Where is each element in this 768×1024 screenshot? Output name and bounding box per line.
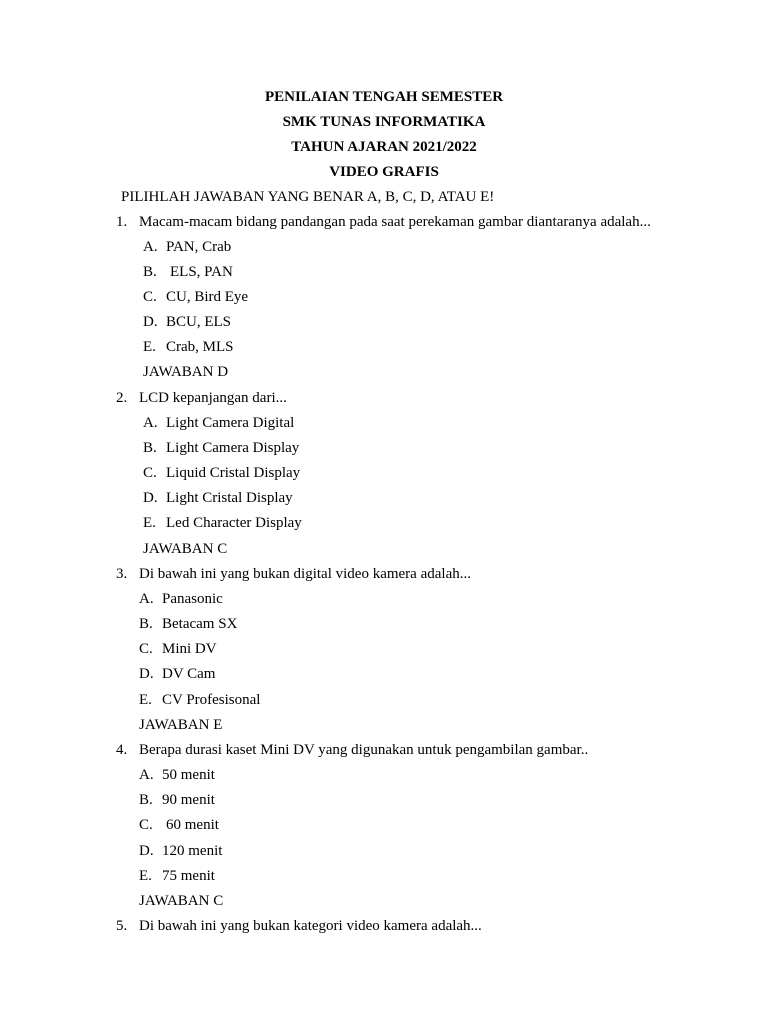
option-letter: B. (139, 616, 153, 632)
option-text: 60 menit (166, 817, 219, 833)
option-letter: E. (139, 692, 152, 708)
document-title-line-2: SMK TUNAS INFORMATIKA (282, 114, 486, 130)
option-text: CU, Bird Eye (166, 289, 249, 305)
option-letter: A. (139, 767, 154, 783)
document-title-line-4: VIDEO GRAFIS (329, 164, 439, 180)
question-number: 5. (116, 918, 128, 934)
option-text: Led Character Display (166, 515, 302, 531)
question-text: Di bawah ini yang bukan digital video kamera adalah... (139, 566, 471, 582)
option-letter: A. (139, 591, 154, 607)
answer-3: JAWABAN E (139, 717, 223, 733)
option-text: BCU, ELS (166, 314, 232, 330)
option-text: DV Cam (162, 666, 216, 682)
option-text: Crab, MLS (166, 339, 234, 355)
option-letter: E. (143, 339, 156, 355)
option-text: Panasonic (162, 591, 223, 607)
answer-1: JAWABAN D (143, 364, 229, 380)
option-text: ELS, PAN (170, 264, 233, 280)
option-letter: D. (139, 843, 154, 859)
question-text: Di bawah ini yang bukan kategori video kamera adalah... (139, 918, 482, 934)
document-title-line-1: PENILAIAN TENGAH SEMESTER (264, 89, 504, 105)
option-letter: B. (143, 264, 157, 280)
option-letter: C. (139, 641, 153, 657)
option-text: PAN, Crab (166, 239, 232, 255)
option-text: Light Camera Display (166, 440, 300, 456)
option-letter: B. (143, 440, 157, 456)
option-letter: A. (143, 239, 158, 255)
option-letter: D. (143, 490, 158, 506)
option-letter: D. (139, 666, 154, 682)
option-text: 120 menit (162, 843, 223, 859)
option-letter: C. (139, 817, 153, 833)
option-letter: E. (143, 515, 156, 531)
instruction-text: PILIHLAH JAWABAN YANG BENAR A, B, C, D, ATAU E! (121, 189, 495, 205)
document-title-line-3: TAHUN AJARAN 2021/2022 (291, 139, 477, 155)
option-text: Mini DV (162, 641, 217, 657)
question-number: 2. (116, 390, 128, 406)
question-number: 3. (116, 566, 128, 582)
question-number: 1. (116, 214, 128, 230)
option-text: 50 menit (162, 767, 215, 783)
answer-2: JAWABAN C (143, 541, 228, 557)
option-text: CV Profesisonal (162, 692, 261, 708)
option-letter: B. (139, 792, 153, 808)
option-letter: D. (143, 314, 158, 330)
option-letter: A. (143, 415, 158, 431)
option-text: 90 menit (162, 792, 215, 808)
option-letter: E. (139, 868, 152, 884)
answer-4: JAWABAN C (139, 893, 224, 909)
option-letter: C. (143, 465, 157, 481)
option-text: 75 menit (162, 868, 215, 884)
question-text: Berapa durasi kaset Mini DV yang digunakan untuk pengambilan gambar.. (139, 742, 589, 758)
question-text: LCD kepanjangan dari... (139, 390, 287, 406)
option-text: Light Camera Digital (166, 415, 295, 431)
option-text: Betacam SX (162, 616, 238, 632)
option-text: Liquid Cristal Display (166, 465, 301, 481)
option-text: Light Cristal Display (166, 490, 293, 506)
question-number: 4. (116, 742, 128, 758)
question-text: Macam-macam bidang pandangan pada saat perekaman gambar diantaranya adalah... (139, 214, 651, 230)
option-letter: C. (143, 289, 157, 305)
